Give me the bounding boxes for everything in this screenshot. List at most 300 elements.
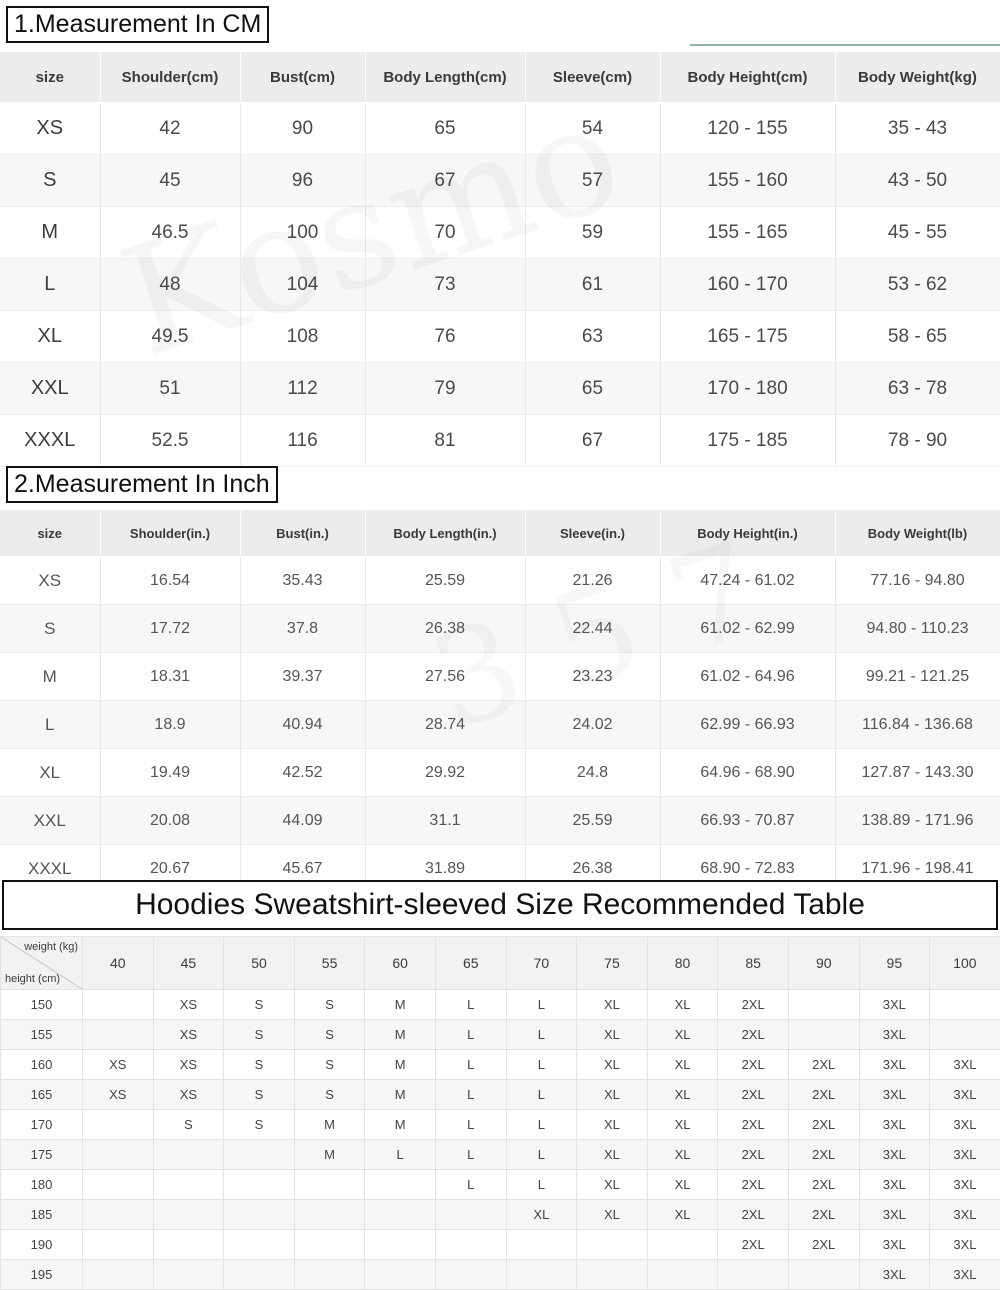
table-header-row: [0, 510, 1000, 557]
grid-cell: 2XL: [718, 1230, 789, 1260]
grid-cell: S: [224, 1050, 295, 1080]
cell: 26.38: [365, 605, 525, 653]
cell-size: XXXL: [0, 415, 100, 467]
measurement-table-inch: [0, 510, 1000, 893]
grid-cell: [83, 1230, 154, 1260]
table-row: [0, 557, 1000, 605]
grid-cell: XL: [647, 1170, 718, 1200]
cell: 155 - 165: [660, 207, 835, 259]
grid-cell: XL: [647, 990, 718, 1020]
cell: 104: [240, 259, 365, 311]
table-row: [0, 605, 1000, 653]
cell-size: S: [0, 605, 100, 653]
cell: 57: [525, 155, 660, 207]
cell: 19.49: [100, 749, 240, 797]
grid-cell: XL: [577, 1050, 648, 1080]
table-row: [0, 259, 1000, 311]
cell: 165 - 175: [660, 311, 835, 363]
grid-cell: [365, 1260, 436, 1290]
grid-cell: [365, 1230, 436, 1260]
grid-cell: 3XL: [930, 1200, 1000, 1230]
weight-header: 75: [577, 937, 648, 990]
table-row: [0, 415, 1000, 467]
grid-cell: XL: [647, 1200, 718, 1230]
cell: 47.24 - 61.02: [660, 557, 835, 605]
cell: 62.99 - 66.93: [660, 701, 835, 749]
column-header: Sleeve(cm): [525, 52, 660, 103]
column-header: Sleeve(in.): [525, 510, 660, 557]
cell: 78 - 90: [835, 415, 1000, 467]
cell: 120 - 155: [660, 103, 835, 155]
grid-cell: S: [153, 1110, 224, 1140]
cell: 25.59: [525, 797, 660, 845]
grid-cell: L: [435, 990, 506, 1020]
cell: 160 - 170: [660, 259, 835, 311]
cell: 116.84 - 136.68: [835, 701, 1000, 749]
grid-cell: L: [506, 1140, 577, 1170]
grid-cell: [83, 1110, 154, 1140]
column-header: Body Length(in.): [365, 510, 525, 557]
cell: 23.23: [525, 653, 660, 701]
height-header: 160: [1, 1050, 83, 1080]
weight-header: 65: [435, 937, 506, 990]
height-header: 195: [1, 1260, 83, 1290]
cell-size: M: [0, 653, 100, 701]
grid-cell: M: [365, 1080, 436, 1110]
grid-cell: S: [294, 1080, 365, 1110]
grid-cell: 2XL: [788, 1170, 859, 1200]
grid-cell: 2XL: [718, 1200, 789, 1230]
grid-cell: 2XL: [788, 1050, 859, 1080]
grid-cell: M: [365, 1110, 436, 1140]
cell: 112: [240, 363, 365, 415]
cell-size: XXL: [0, 363, 100, 415]
table-row: [0, 363, 1000, 415]
cell: 29.92: [365, 749, 525, 797]
height-header: 155: [1, 1020, 83, 1050]
column-header: Bust(cm): [240, 52, 365, 103]
grid-cell: M: [294, 1110, 365, 1140]
height-header: 185: [1, 1200, 83, 1230]
grid-cell: [153, 1260, 224, 1290]
grid-cell: [788, 1260, 859, 1290]
grid-cell: XS: [83, 1080, 154, 1110]
grid-cell: S: [224, 1020, 295, 1050]
size-recommendation-grid: [0, 936, 1000, 1290]
grid-cell: S: [294, 1050, 365, 1080]
height-header: 165: [1, 1080, 83, 1110]
cell: 40.94: [240, 701, 365, 749]
cell: 52.5: [100, 415, 240, 467]
cell: 67: [365, 155, 525, 207]
cell: 45: [100, 155, 240, 207]
grid-cell: L: [435, 1170, 506, 1200]
cell: 63 - 78: [835, 363, 1000, 415]
grid-cell: 3XL: [859, 1080, 930, 1110]
weight-header: 55: [294, 937, 365, 990]
grid-cell: [224, 1260, 295, 1290]
cell: 94.80 - 110.23: [835, 605, 1000, 653]
table-row: [0, 797, 1000, 845]
cell: 24.02: [525, 701, 660, 749]
grid-cell: 2XL: [718, 1020, 789, 1050]
grid-cell: [647, 1230, 718, 1260]
cell: 175 - 185: [660, 415, 835, 467]
grid-cell: XL: [647, 1050, 718, 1080]
cell: 16.54: [100, 557, 240, 605]
grid-cell: M: [294, 1140, 365, 1170]
grid-cell: 3XL: [930, 1170, 1000, 1200]
grid-cell: [365, 1200, 436, 1230]
grid-cell: [153, 1230, 224, 1260]
cell: 20.08: [100, 797, 240, 845]
grid-cell: L: [435, 1050, 506, 1080]
grid-row: [1, 1200, 1000, 1230]
column-header: Shoulder(cm): [100, 52, 240, 103]
cell: 42: [100, 103, 240, 155]
cell: 171.96 - 198.41: [835, 845, 1000, 893]
cell: 77.16 - 94.80: [835, 557, 1000, 605]
grid-cell: XS: [153, 1020, 224, 1050]
grid-cell: 3XL: [859, 1170, 930, 1200]
weight-header: 50: [224, 937, 295, 990]
grid-cell: 2XL: [718, 1110, 789, 1140]
cell: 25.59: [365, 557, 525, 605]
height-header: 180: [1, 1170, 83, 1200]
grid-cell: 2XL: [788, 1080, 859, 1110]
grid-header-row: [1, 937, 1000, 990]
cell: 31.1: [365, 797, 525, 845]
column-header: Shoulder(in.): [100, 510, 240, 557]
cell: 39.37: [240, 653, 365, 701]
grid-cell: XS: [83, 1050, 154, 1080]
grid-cell: [294, 1200, 365, 1230]
grid-cell: 2XL: [788, 1230, 859, 1260]
cell: 35 - 43: [835, 103, 1000, 155]
cell: 138.89 - 171.96: [835, 797, 1000, 845]
cell: 48: [100, 259, 240, 311]
cell: 51: [100, 363, 240, 415]
cell: 59: [525, 207, 660, 259]
grid-cell: 3XL: [859, 990, 930, 1020]
weight-header: 45: [153, 937, 224, 990]
cell: 73: [365, 259, 525, 311]
grid-cell: 3XL: [930, 1140, 1000, 1170]
grid-cell: L: [506, 1080, 577, 1110]
cell: 81: [365, 415, 525, 467]
grid-cell: 2XL: [718, 1170, 789, 1200]
grid-cell: M: [365, 1020, 436, 1050]
grid-cell: 2XL: [718, 1140, 789, 1170]
table-row: [0, 311, 1000, 363]
grid-cell: [153, 1170, 224, 1200]
grid-cell: [577, 1230, 648, 1260]
accent-rule: [690, 44, 1000, 46]
grid-cell: [930, 990, 1000, 1020]
grid-cell: 3XL: [930, 1110, 1000, 1140]
cell: 35.43: [240, 557, 365, 605]
grid-cell: XL: [577, 1080, 648, 1110]
grid-cell: XS: [153, 1050, 224, 1080]
height-header: 190: [1, 1230, 83, 1260]
cell-size: XL: [0, 749, 100, 797]
cell: 18.31: [100, 653, 240, 701]
height-header: 170: [1, 1110, 83, 1140]
column-header: Bust(in.): [240, 510, 365, 557]
cell: 27.56: [365, 653, 525, 701]
cell: 37.8: [240, 605, 365, 653]
grid-cell: S: [294, 990, 365, 1020]
grid-row: [1, 1170, 1000, 1200]
cell-size: L: [0, 259, 100, 311]
grid-cell: L: [435, 1020, 506, 1050]
cell-size: XL: [0, 311, 100, 363]
grid-cell: XL: [577, 1200, 648, 1230]
grid-cell: 2XL: [718, 1080, 789, 1110]
grid-cell: [435, 1260, 506, 1290]
measurement-table-cm: [0, 52, 1000, 467]
grid-cell: [788, 1020, 859, 1050]
cell: 22.44: [525, 605, 660, 653]
grid-cell: [577, 1260, 648, 1290]
table-row: [0, 701, 1000, 749]
cell: 49.5: [100, 311, 240, 363]
weight-header: 60: [365, 937, 436, 990]
grid-cell: XL: [506, 1200, 577, 1230]
grid-row: [1, 1110, 1000, 1140]
table-row: [0, 103, 1000, 155]
column-header: Body Length(cm): [365, 52, 525, 103]
grid-cell: [294, 1260, 365, 1290]
grid-cell: XL: [577, 1020, 648, 1050]
grid-cell: L: [435, 1110, 506, 1140]
grid-cell: [153, 1140, 224, 1170]
recommend-section-title-label: Hoodies Sweatshirt-sleeved Size Recommended Table: [2, 880, 998, 930]
grid-cell: 3XL: [859, 1260, 930, 1290]
cell: 63: [525, 311, 660, 363]
cell: 76: [365, 311, 525, 363]
cell: 24.8: [525, 749, 660, 797]
grid-row: [1, 990, 1000, 1020]
grid-row: [1, 1050, 1000, 1080]
grid-cell: XL: [577, 1110, 648, 1140]
grid-cell: 3XL: [859, 1230, 930, 1260]
grid-cell: L: [506, 1110, 577, 1140]
cell: 28.74: [365, 701, 525, 749]
grid-cell: [83, 1260, 154, 1290]
grid-cell: S: [224, 1080, 295, 1110]
grid-cell: L: [365, 1140, 436, 1170]
cell: 58 - 65: [835, 311, 1000, 363]
cell: 26.38: [525, 845, 660, 893]
height-header: 150: [1, 990, 83, 1020]
cell: 43 - 50: [835, 155, 1000, 207]
grid-cell: XL: [647, 1020, 718, 1050]
cell: 70: [365, 207, 525, 259]
grid-cell: [83, 990, 154, 1020]
grid-cell: XL: [577, 990, 648, 1020]
cell: 45 - 55: [835, 207, 1000, 259]
grid-cell: [506, 1230, 577, 1260]
grid-corner-header: [1, 937, 83, 990]
cm-section-title-label: 1.Measurement In CM: [6, 6, 269, 43]
cell-size: XS: [0, 103, 100, 155]
column-header: Body Weight(kg): [835, 52, 1000, 103]
weight-header: 70: [506, 937, 577, 990]
grid-cell: [788, 990, 859, 1020]
grid-cell: M: [365, 990, 436, 1020]
cell: 116: [240, 415, 365, 467]
weight-header: 40: [83, 937, 154, 990]
grid-cell: [153, 1200, 224, 1230]
grid-cell: [83, 1170, 154, 1200]
cell: 68.90 - 72.83: [660, 845, 835, 893]
grid-cell: [718, 1260, 789, 1290]
cell: 66.93 - 70.87: [660, 797, 835, 845]
cell: 20.67: [100, 845, 240, 893]
grid-cell: [294, 1170, 365, 1200]
grid-cell: [647, 1260, 718, 1290]
grid-row: [1, 1020, 1000, 1050]
grid-cell: [83, 1020, 154, 1050]
grid-cell: XL: [647, 1140, 718, 1170]
cell: 155 - 160: [660, 155, 835, 207]
grid-cell: [224, 1230, 295, 1260]
table-row: [0, 155, 1000, 207]
cell: 61.02 - 62.99: [660, 605, 835, 653]
grid-cell: 2XL: [788, 1200, 859, 1230]
grid-cell: 3XL: [930, 1050, 1000, 1080]
cell: 99.21 - 121.25: [835, 653, 1000, 701]
column-header: size: [0, 510, 100, 557]
grid-cell: 2XL: [718, 1050, 789, 1080]
grid-cell: XS: [153, 990, 224, 1020]
grid-cell: 3XL: [930, 1260, 1000, 1290]
cell: 45.67: [240, 845, 365, 893]
cell: 67: [525, 415, 660, 467]
grid-cell: XL: [647, 1110, 718, 1140]
grid-cell: 2XL: [788, 1110, 859, 1140]
grid-cell: XL: [577, 1140, 648, 1170]
grid-cell: 2XL: [788, 1140, 859, 1170]
grid-cell: 2XL: [718, 990, 789, 1020]
grid-cell: 3XL: [930, 1230, 1000, 1260]
grid-cell: 3XL: [859, 1050, 930, 1080]
cell-size: S: [0, 155, 100, 207]
grid-cell: [83, 1140, 154, 1170]
inch-section-title-label: 2.Measurement In Inch: [6, 466, 278, 503]
weight-header: 95: [859, 937, 930, 990]
grid-cell: [365, 1170, 436, 1200]
grid-cell: S: [294, 1020, 365, 1050]
grid-cell: 3XL: [859, 1110, 930, 1140]
grid-cell: [930, 1020, 1000, 1050]
grid-cell: L: [435, 1080, 506, 1110]
cell-size: L: [0, 701, 100, 749]
grid-cell: XS: [153, 1080, 224, 1110]
weight-header: 90: [788, 937, 859, 990]
grid-row: [1, 1230, 1000, 1260]
cell-size: XXXL: [0, 845, 100, 893]
cell: 96: [240, 155, 365, 207]
cell-size: M: [0, 207, 100, 259]
grid-row: [1, 1080, 1000, 1110]
weight-header: 80: [647, 937, 718, 990]
grid-cell: XL: [647, 1080, 718, 1110]
grid-cell: [506, 1260, 577, 1290]
grid-cell: [224, 1170, 295, 1200]
cell: 46.5: [100, 207, 240, 259]
cell: 90: [240, 103, 365, 155]
cell: 61.02 - 64.96: [660, 653, 835, 701]
grid-row: [1, 1260, 1000, 1290]
cell: 79: [365, 363, 525, 415]
grid-cell: L: [506, 1170, 577, 1200]
column-header: Body Weight(lb): [835, 510, 1000, 557]
grid-cell: [435, 1230, 506, 1260]
inch-section-title: [6, 466, 278, 503]
cell-size: XXL: [0, 797, 100, 845]
column-header: Body Height(cm): [660, 52, 835, 103]
recommend-section-title: [2, 880, 998, 930]
grid-cell: L: [506, 1020, 577, 1050]
weight-header: 100: [930, 937, 1000, 990]
cm-section-title: [6, 6, 269, 43]
grid-cell: [435, 1200, 506, 1230]
cell: 65: [525, 363, 660, 415]
grid-row: [1, 1140, 1000, 1170]
cell: 127.87 - 143.30: [835, 749, 1000, 797]
column-header: Body Height(in.): [660, 510, 835, 557]
cell: 21.26: [525, 557, 660, 605]
grid-cell: L: [506, 990, 577, 1020]
corner-height-label: height (cm): [5, 973, 60, 986]
cell: 53 - 62: [835, 259, 1000, 311]
grid-cell: [83, 1200, 154, 1230]
table-row: [0, 207, 1000, 259]
cell: 17.72: [100, 605, 240, 653]
grid-cell: 3XL: [859, 1140, 930, 1170]
cell: 64.96 - 68.90: [660, 749, 835, 797]
cell: 54: [525, 103, 660, 155]
cell: 31.89: [365, 845, 525, 893]
cell: 100: [240, 207, 365, 259]
weight-header: 85: [718, 937, 789, 990]
cell: 18.9: [100, 701, 240, 749]
table-row: [0, 653, 1000, 701]
corner-weight-label: weight (kg): [24, 941, 78, 954]
height-header: 175: [1, 1140, 83, 1170]
cell: 42.52: [240, 749, 365, 797]
grid-cell: [224, 1200, 295, 1230]
grid-cell: XL: [577, 1170, 648, 1200]
cell: 61: [525, 259, 660, 311]
cell: 108: [240, 311, 365, 363]
grid-cell: [294, 1230, 365, 1260]
grid-cell: 3XL: [859, 1020, 930, 1050]
grid-cell: L: [506, 1050, 577, 1080]
cell: 170 - 180: [660, 363, 835, 415]
grid-cell: 3XL: [859, 1200, 930, 1230]
grid-cell: M: [365, 1050, 436, 1080]
grid-cell: L: [435, 1140, 506, 1170]
cell: 44.09: [240, 797, 365, 845]
table-row: [0, 749, 1000, 797]
cell: 65: [365, 103, 525, 155]
cell-size: XS: [0, 557, 100, 605]
grid-cell: [224, 1140, 295, 1170]
table-header-row: [0, 52, 1000, 103]
